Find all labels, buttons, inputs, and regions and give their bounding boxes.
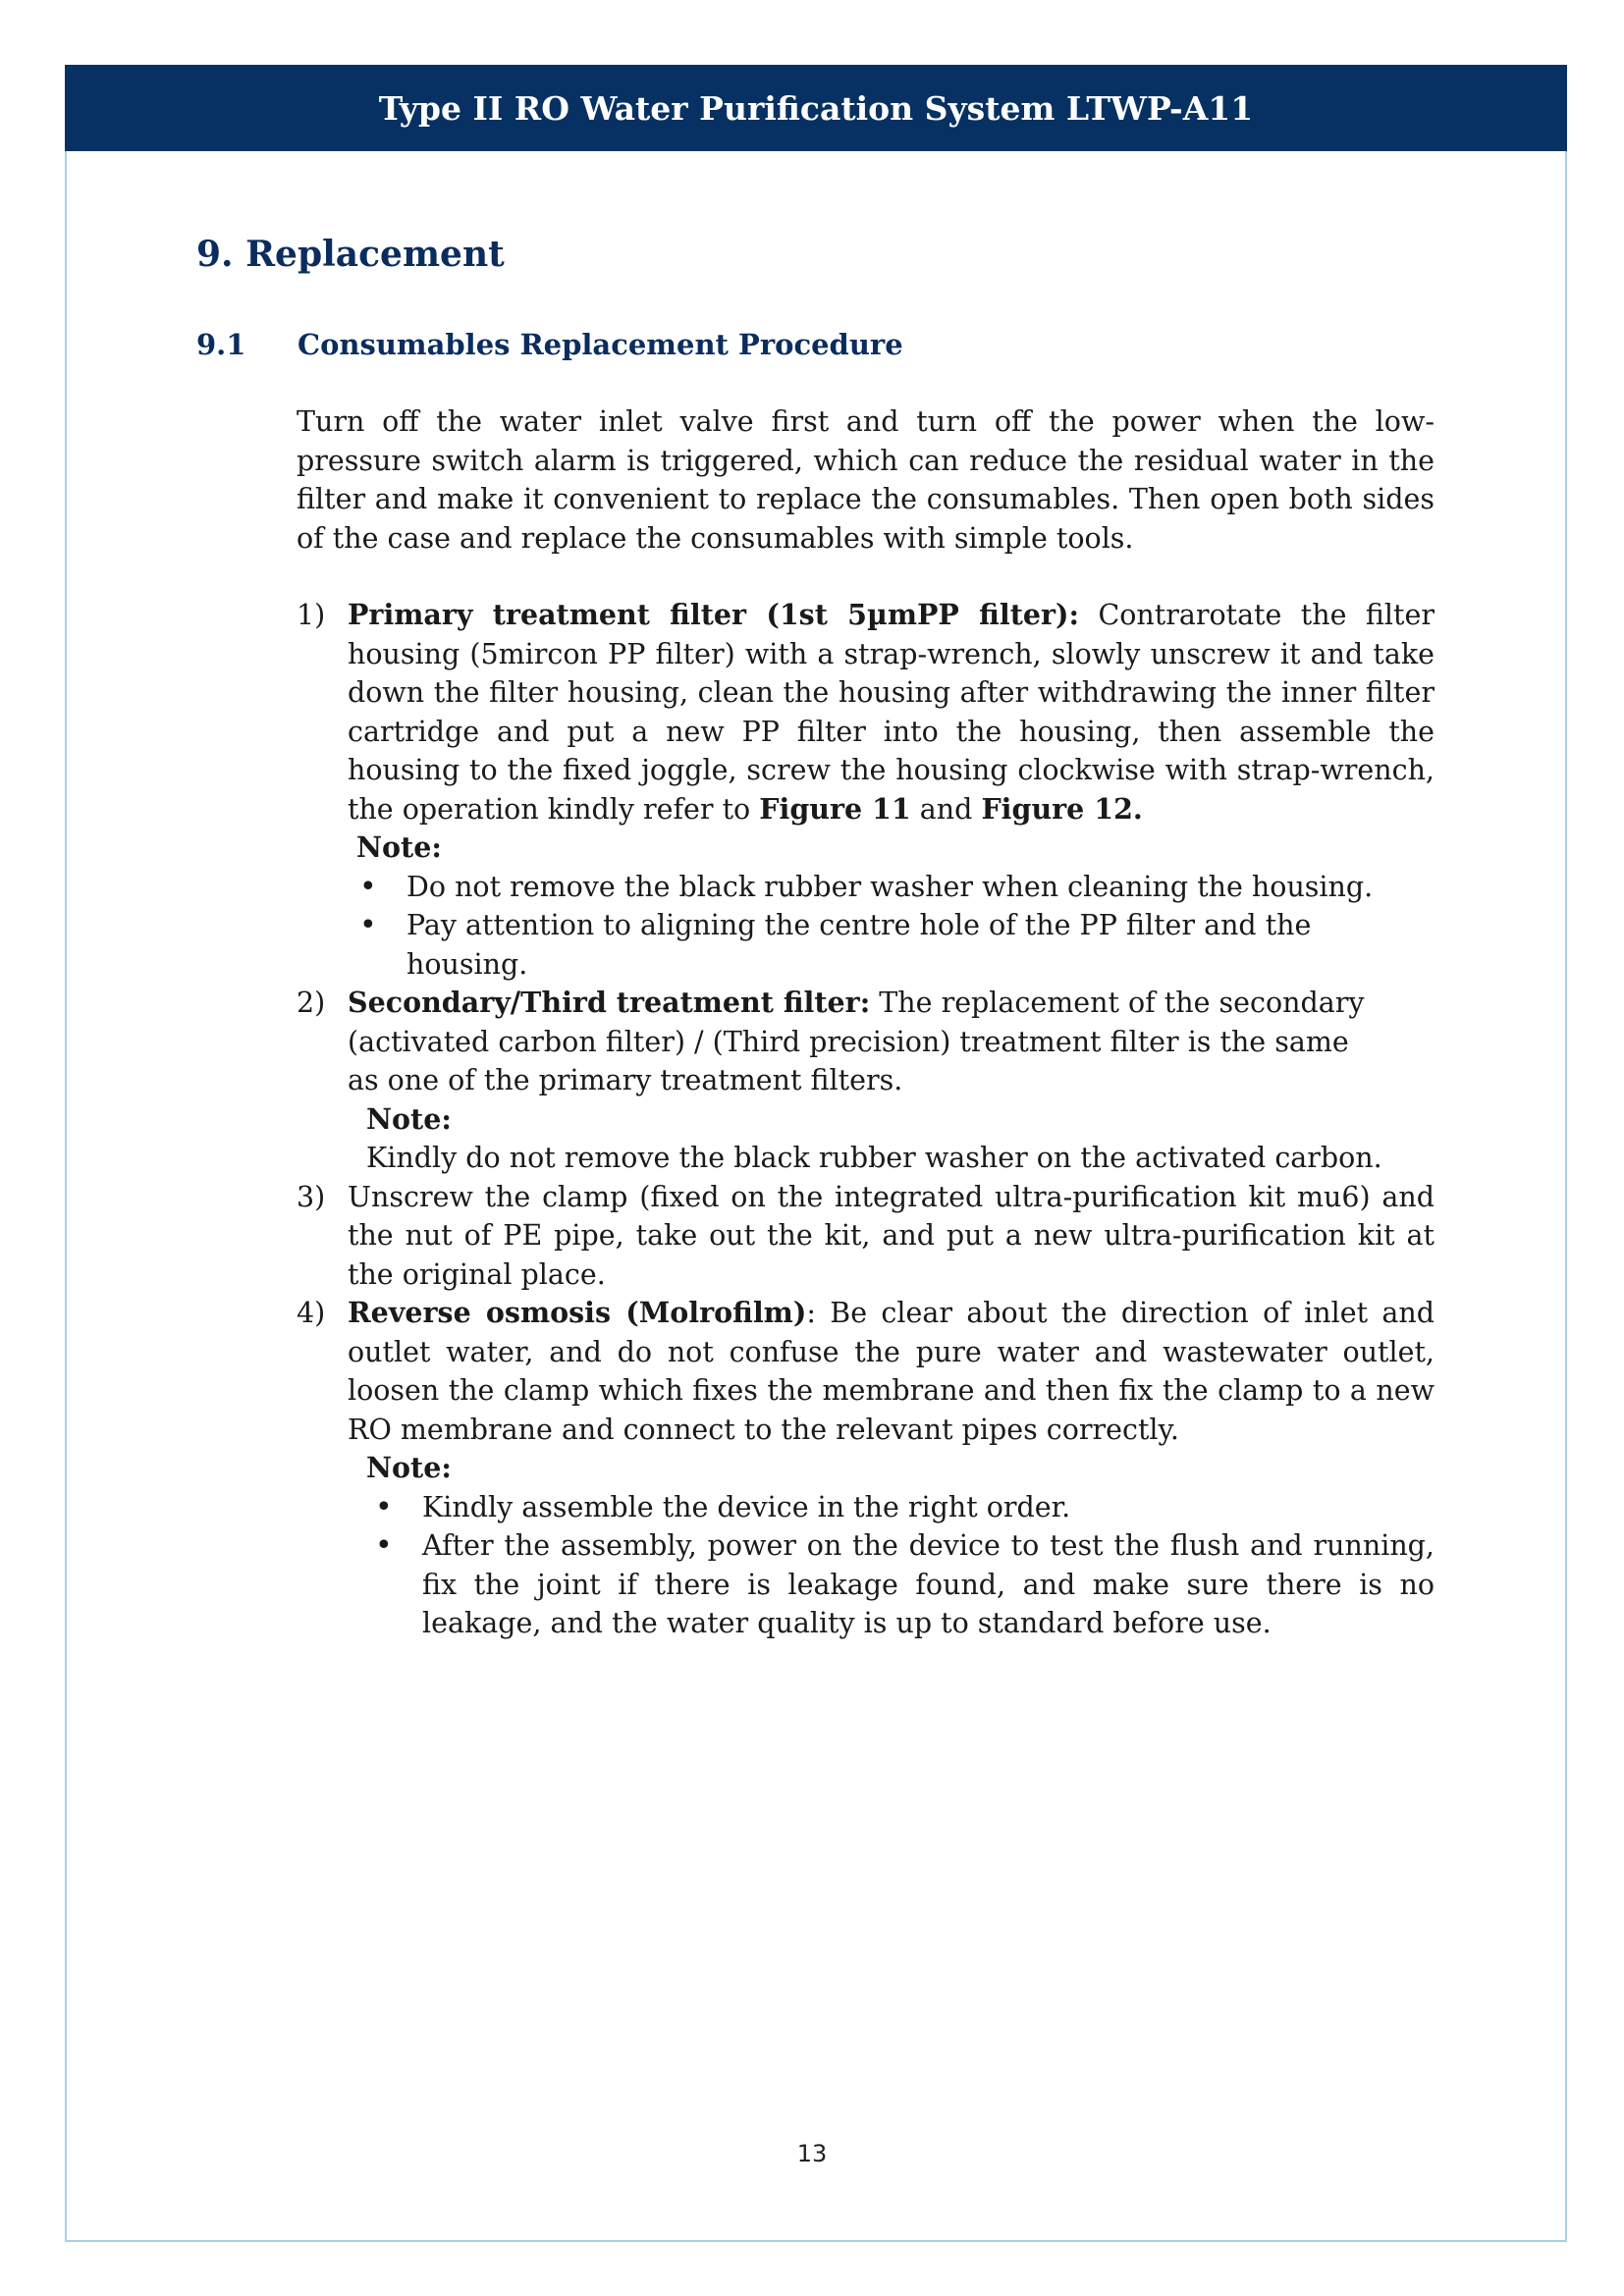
list-item-1 [297,596,1435,984]
bullet-item: • Pay attention to aligning the centre hole of the PP filter and the housing. [348,906,1435,984]
figure-ref-11: Figure 11 [759,791,911,826]
document-header: Type II RO Water Purification System LTWP-A11 [65,65,1567,151]
subsection-heading [196,328,903,361]
bullet-list [348,868,1435,985]
bullet-list [348,1488,1435,1643]
note-text: Kindly do not remove the black rubber washer on the activated carbon. [366,1142,1382,1174]
page-number: 13 [796,2140,828,2167]
section-heading [196,234,505,275]
list-item-3 [297,1178,1435,1295]
item-number: 4) [297,1297,326,1329]
bullet-item: • After the assembly, power on the device to test the flush and running, fix the joint if there is leakage found, and make sure there is no leakage, and the water quality is up to standard before use. [348,1526,1435,1643]
subsection-number: 9.1 [196,328,246,361]
note-label: Note: [366,1101,452,1136]
item-bold-lead: Secondary/Third treatment filter: [348,986,871,1019]
subsection-title: Consumables Replacement Procedure [298,328,903,361]
section-title: Replacement [245,234,505,275]
item-bold-lead: Primary treatment filter (1st 5µmPP filter): [348,598,1080,631]
item-number: 3) [297,1180,326,1213]
item-body: : Be clear about the direction of inlet and outlet water, and do not confuse the pure water and wastewater outlet, loosen the clamp which fixes the membrane and then fix the clamp to a new RO membrane and connect to the relevant pipes correctly. [348,1297,1435,1446]
figure-ref-12: Figure 12. [981,791,1143,826]
bullet-item: • Kindly assemble the device in the right order. [348,1488,1435,1527]
list-item-4 [297,1294,1435,1643]
item-text [348,596,1435,828]
intro-paragraph: Turn off the water inlet valve first and turn off the power when the low-pressure switch alarm is triggered, which can reduce the residual water in the filter and make it convenient to replace the consumables. Then open both sides of the case and replace the consumables with simple tools. [297,405,1435,555]
note-label: Note: [366,1451,452,1484]
list-item-2 [297,984,1435,1178]
item-text [348,984,1435,1100]
note-label: Note: [356,830,442,864]
item-bold-lead: Reverse osmosis (Molrofilm) [348,1296,807,1329]
item-text: Unscrew the clamp (fixed on the integrated ultra-purification kit mu6) and the nut of PE pipe, take out the kit, and put a new ultra-purification kit at the original place. [348,1180,1435,1291]
item-number: 1) [297,599,326,631]
section-number: 9. [196,234,234,275]
item-connector: and [910,792,982,826]
item-body: Contrarotate the filter housing (5mircon PP filter) with a strap-wrench, slowly unscrew it and take down the filter housing, clean the housing after withdrawing the inner filter cartridge and put a new PP filter into the housing, then assemble the housing to the fixed joggle, screw the housing clockwise with strap-wrench, the operation kindly refer to [348,599,1435,826]
item-text [348,1294,1435,1449]
bullet-item: • Do not remove the black rubber washer when cleaning the housing. [348,868,1435,907]
item-number: 2) [297,987,326,1019]
item-body: The replacement of the secondary (activated carbon filter) / (Third precision) treatment filter is the same as one of the primary treatment filters. [348,987,1365,1096]
document-body [297,402,1435,1643]
